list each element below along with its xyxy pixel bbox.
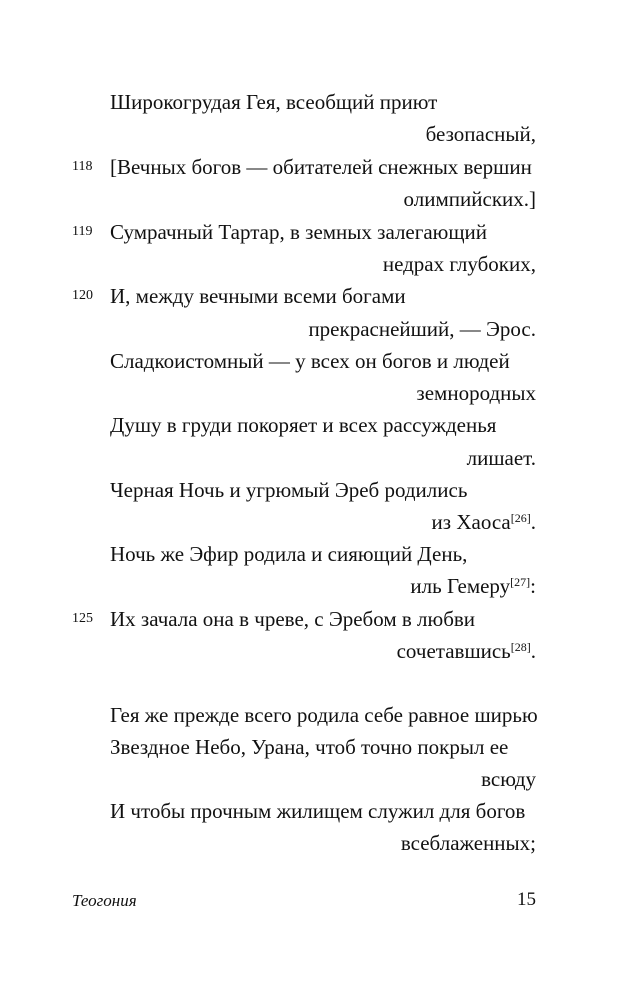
verse-punctuation: : <box>530 574 536 598</box>
verse-line: Душу в груди покоряет и всех рассужденья <box>110 413 497 437</box>
verse-line: Черная Ночь и угрюмый Эреб родились <box>110 478 468 502</box>
verse-line-continuation: недрах глубоких, <box>382 252 536 276</box>
verse-line: Гея же прежде всего родила себе равное ширью <box>110 703 538 727</box>
verse-line: Сумрачный Тартар, в земных залегающий <box>110 220 488 244</box>
verse-line: [Вечных богов — обитателей снежных вершин <box>110 155 532 179</box>
line-number: 119 <box>72 224 93 239</box>
verse-line-continuation: безопасный, <box>425 122 536 146</box>
verse-line: И, между вечными всеми богами <box>110 284 406 308</box>
verse-line-continuation <box>410 574 536 598</box>
verse-line: Звездное Небо, Урана, чтоб точно покрыл ее <box>110 735 509 759</box>
verse-line-continuation: всюду <box>481 767 536 791</box>
verse-line-continuation: лишает. <box>466 446 536 470</box>
verse-punctuation: . <box>530 510 536 534</box>
verse-line-continuation: прекраснейший, — Эрос. <box>308 317 536 341</box>
page-number: 15 <box>517 889 536 910</box>
verse-line: Сладкоистомный — у всех он богов и людей <box>110 349 510 373</box>
line-number: 125 <box>72 611 93 626</box>
line-number: 120 <box>72 288 93 303</box>
verse-line: Широкогрудая Гея, всеобщий приют <box>110 90 438 114</box>
footnote-ref-28[interactable]: [28] <box>510 640 531 654</box>
verse-line: И чтобы прочным жилищем служил для богов <box>110 799 526 823</box>
verse-line: Ночь же Эфир родила и сияющий День, <box>110 542 468 566</box>
verse-text: из Хаоса <box>431 510 511 534</box>
footnote-ref-26[interactable]: [26] <box>510 511 531 525</box>
verse-line-continuation: олимпийских.] <box>403 187 536 211</box>
verse-line-continuation: земнородных <box>416 381 536 405</box>
running-title: Теогония <box>72 891 137 910</box>
verse-line: Их зачала она в чреве, с Эребом в любви <box>110 607 476 631</box>
verse-text: сочетавшись <box>396 639 511 663</box>
footnote-ref-27[interactable]: [27] <box>510 575 531 589</box>
verse-text: иль Гемеру <box>410 574 511 598</box>
verse-line-continuation <box>432 510 536 534</box>
verse-line-continuation <box>397 639 536 663</box>
line-number: 118 <box>72 159 93 174</box>
verse-line-continuation: всеблаженных; <box>400 831 536 855</box>
verse-punctuation: . <box>530 639 536 663</box>
